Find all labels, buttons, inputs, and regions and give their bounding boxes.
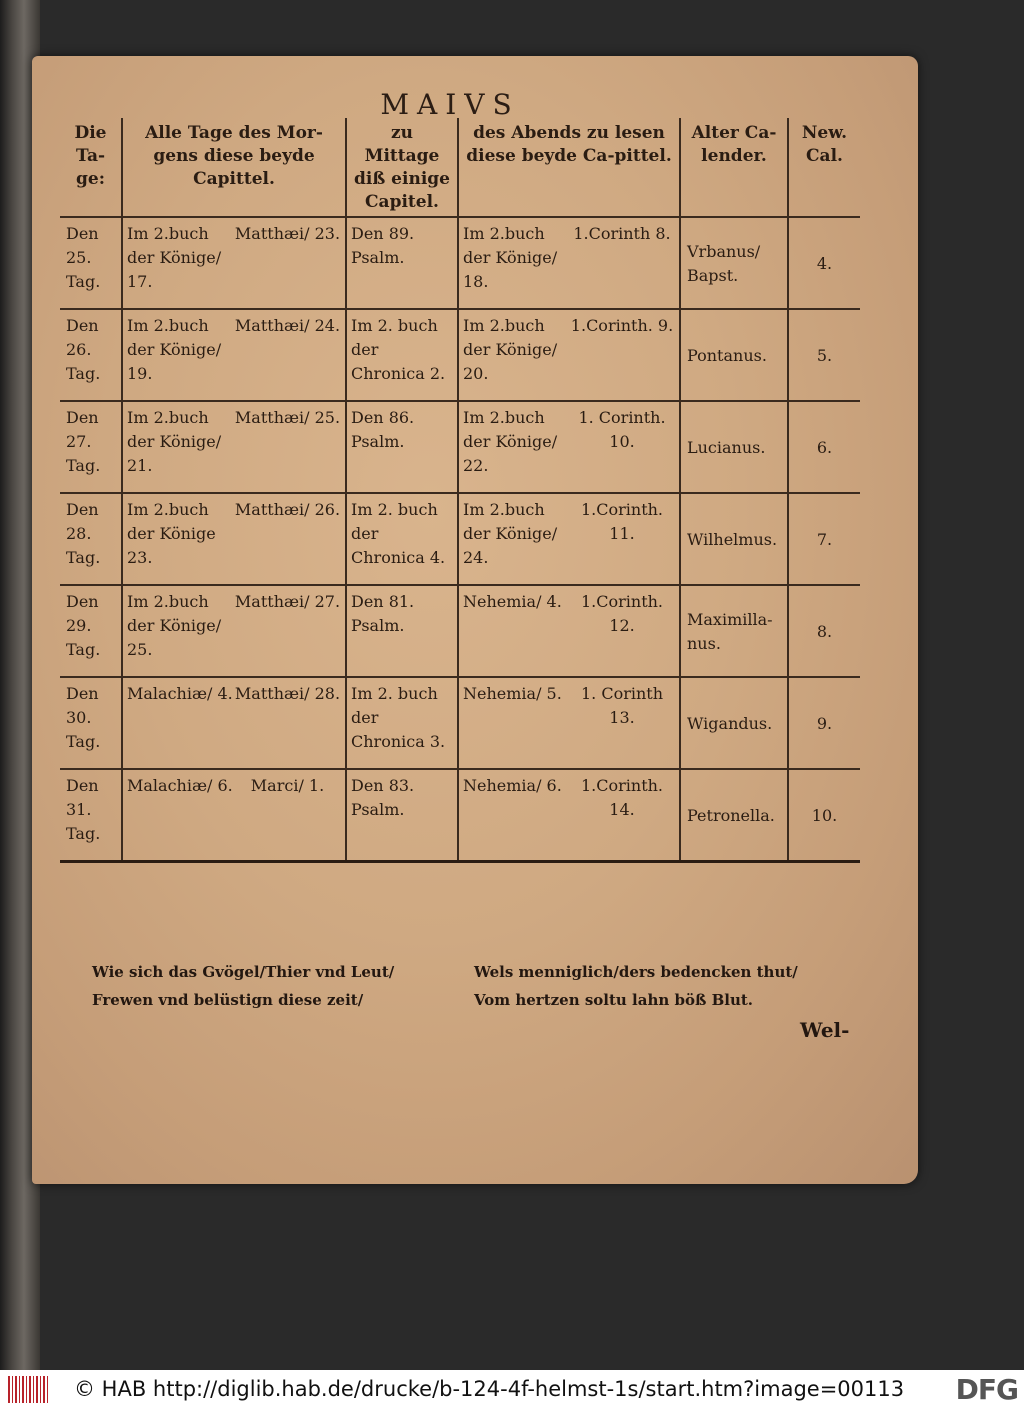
header-morning: Alle Tage des Mor-gens diese beyde Capittel. [122, 118, 346, 217]
day-cell: Den 29. Tag. [60, 585, 122, 677]
evening-reading-2: 1.Corinth. 14. [580, 776, 664, 819]
evening-reading-1: Nehemia/ 5. [463, 684, 562, 703]
morning-reading-1: Im 2.buch der Könige/ 21. [127, 408, 222, 475]
morning-reading-1: Malachiæ/ 6. [127, 776, 233, 795]
footer-url-link[interactable]: © HAB http://diglib.hab.de/drucke/b-124-4f-helmst-1s/start.htm?image=00113 [74, 1377, 905, 1401]
morning-cell [122, 585, 346, 677]
morning-reading-2: Matthæi/ 23. [234, 224, 341, 243]
morning-cell [122, 217, 346, 309]
old-calendar-cell: Pontanus. [680, 309, 788, 401]
morning-cell [122, 677, 346, 769]
day-cell: Den 27. Tag. [60, 401, 122, 493]
evening-cell [458, 769, 680, 862]
hab-logo-icon [8, 1376, 48, 1403]
header-day: Die Ta-ge: [74, 123, 107, 189]
morning-reading-1: Malachiæ/ 4. [127, 684, 233, 703]
verse-right [474, 958, 854, 1014]
evening-reading-2: 1.Corinth. 12. [580, 592, 664, 635]
morning-reading-2: Matthæi/ 27. [234, 592, 341, 611]
page-title: MAIVS [380, 88, 520, 121]
table-header-row [60, 118, 860, 217]
verse-right-line-1: Wels menniglich/ders bedencken thut/ [474, 963, 798, 981]
evening-cell [458, 677, 680, 769]
evening-reading-2: 1.Corinth. 11. [580, 500, 664, 543]
table-row [60, 493, 860, 585]
table-row [60, 769, 860, 862]
midday-cell: Den 81. Psalm. [346, 585, 458, 677]
evening-cell [458, 217, 680, 309]
evening-cell [458, 309, 680, 401]
header-evening: des Abends zu lesen diese beyde Ca-pittel. [458, 118, 680, 217]
midday-cell: Den 86. Psalm. [346, 401, 458, 493]
morning-reading-1: Im 2.buch der Könige/ 19. [127, 316, 222, 383]
evening-reading-1: Im 2.buch der Könige/ 18. [463, 224, 558, 291]
header-midday: zu Mittage diß einige Capitel. [346, 118, 458, 217]
old-calendar-cell: Wilhelmus. [680, 493, 788, 585]
evening-reading-2: 1.Corinth 8. [573, 224, 671, 243]
midday-cell: Im 2. buch der Chronica 2. [346, 309, 458, 401]
midday-cell: Den 89. Psalm. [346, 217, 458, 309]
morning-cell [122, 309, 346, 401]
day-cell: Den 28. Tag. [60, 493, 122, 585]
evening-cell [458, 493, 680, 585]
table-row [60, 309, 860, 401]
old-calendar-cell: Wigandus. [680, 677, 788, 769]
morning-reading-1: Im 2.buch der Könige/ 25. [127, 592, 222, 659]
morning-reading-1: Im 2.buch der Könige 23. [127, 500, 216, 567]
catchword: Wel- [800, 1018, 850, 1042]
table-row [60, 677, 860, 769]
morning-reading-2: Matthæi/ 28. [234, 684, 341, 703]
old-calendar-cell: Petronella. [680, 769, 788, 862]
day-cell: Den 31. Tag. [60, 769, 122, 862]
old-calendar-cell: Maximilla-nus. [680, 585, 788, 677]
day-cell: Den 25. Tag. [60, 217, 122, 309]
morning-cell [122, 493, 346, 585]
verse-left [92, 958, 452, 1014]
new-calendar-cell: 5. [788, 309, 860, 401]
new-calendar-cell: 8. [788, 585, 860, 677]
dfg-logo: DFG [955, 1373, 1018, 1406]
midday-cell: Im 2. buch der Chronica 3. [346, 677, 458, 769]
new-calendar-cell: 10. [788, 769, 860, 862]
day-cell: Den 30. Tag. [60, 677, 122, 769]
verse-left-line-1: Wie sich das Gvögel/Thier vnd Leut/ [92, 963, 395, 981]
evening-reading-1: Im 2.buch der Könige/ 24. [463, 500, 558, 567]
header-old-calendar: Alter Ca-lender. [680, 118, 788, 217]
morning-reading-2: Matthæi/ 25. [234, 408, 341, 427]
new-calendar-cell: 7. [788, 493, 860, 585]
evening-reading-2: 1. Corinth 13. [580, 684, 664, 727]
morning-cell [122, 401, 346, 493]
new-calendar-cell: 6. [788, 401, 860, 493]
evening-reading-1: Nehemia/ 4. [463, 592, 562, 611]
table-row [60, 585, 860, 677]
morning-reading-1: Im 2.buch der Könige/ 17. [127, 224, 222, 291]
header-new-calendar: New. Cal. [788, 118, 860, 217]
verse-left-line-2: Frewen vnd belüstign diese zeit/ [92, 991, 364, 1009]
verse-right-line-2: Vom hertzen soltu lahn böß Blut. [474, 991, 754, 1009]
morning-reading-2: Matthæi/ 24. [234, 316, 341, 335]
viewer-footer [0, 1370, 1024, 1409]
evening-reading-1: Im 2.buch der Könige/ 22. [463, 408, 558, 475]
table-row [60, 217, 860, 309]
midday-cell: Den 83. Psalm. [346, 769, 458, 862]
morning-cell [122, 769, 346, 862]
evening-cell [458, 585, 680, 677]
evening-reading-2: 1. Corinth. 10. [578, 408, 666, 451]
old-calendar-cell: Vrbanus/ Bapst. [680, 217, 788, 309]
morning-reading-2: Marci/ 1. [250, 776, 325, 795]
morning-reading-2: Matthæi/ 26. [234, 500, 341, 519]
evening-reading-1: Im 2.buch der Könige/ 20. [463, 316, 558, 383]
midday-cell: Im 2. buch der Chronica 4. [346, 493, 458, 585]
day-cell: Den 26. Tag. [60, 309, 122, 401]
new-calendar-cell: 4. [788, 217, 860, 309]
old-calendar-cell: Lucianus. [680, 401, 788, 493]
evening-cell [458, 401, 680, 493]
reading-calendar-table [60, 118, 860, 863]
evening-reading-2: 1.Corinth. 9. [570, 316, 674, 335]
new-calendar-cell: 9. [788, 677, 860, 769]
table-row [60, 401, 860, 493]
evening-reading-1: Nehemia/ 6. [463, 776, 562, 795]
